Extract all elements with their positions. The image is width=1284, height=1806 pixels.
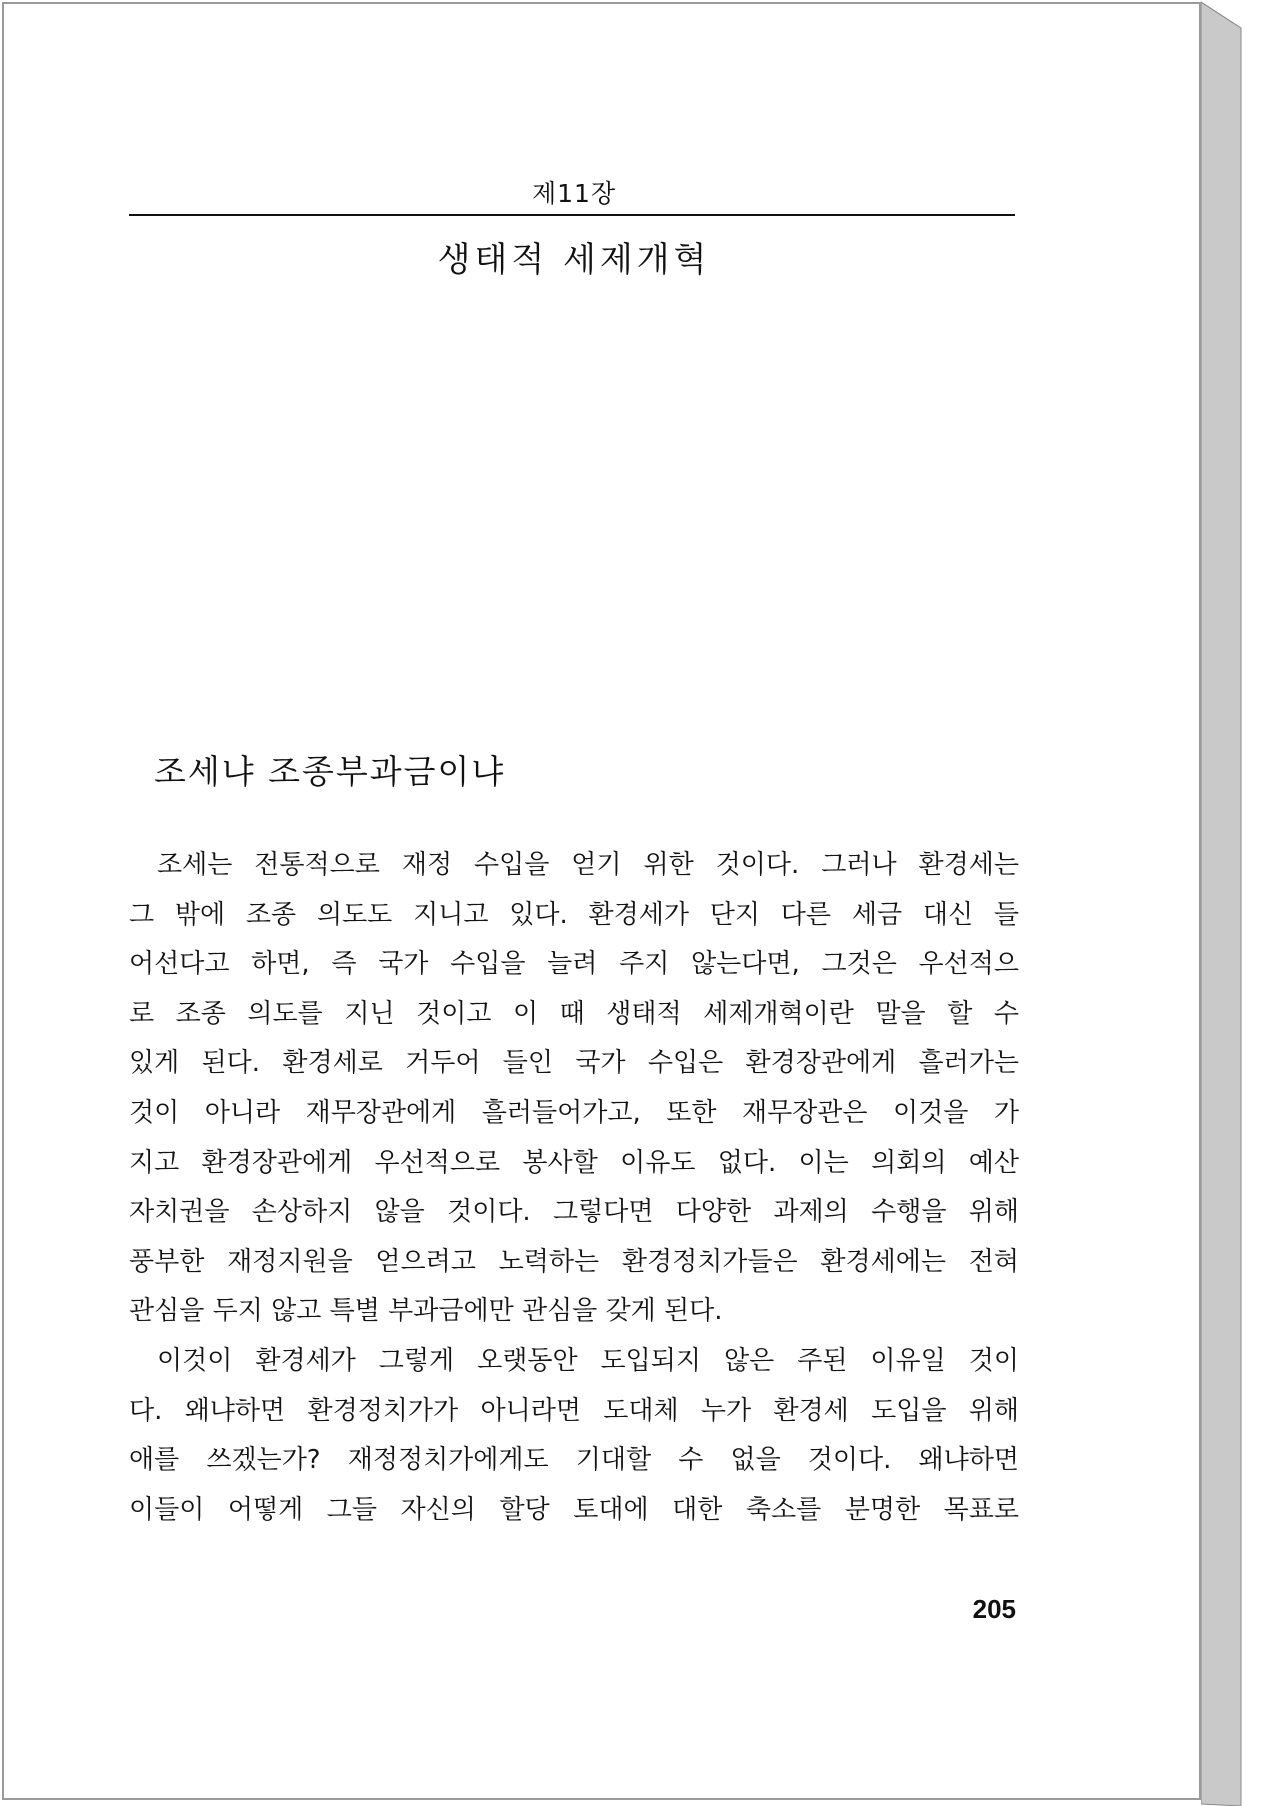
text-line: 있게 된다. 환경세로 거두어 들인 국가 수입은 환경장관에게 흘러가는 — [129, 1048, 1019, 1079]
text-line: 다. 왜냐하면 환경정치가가 아니라면 도대체 누가 환경세 도입을 위해 — [129, 1395, 1019, 1426]
text-line: 것이 아니라 재무장관에게 흘러들어가고, 또한 재무장관은 이것을 가 — [129, 1097, 1019, 1128]
text-line: 풍부한 재정지원을 얻으려고 노력하는 환경정치가들은 환경세에는 전혀 — [129, 1246, 1019, 1277]
text-line: 지고 환경장관에게 우선적으로 봉사할 이유도 없다. 이는 의회의 예산 — [129, 1147, 1019, 1178]
text-line: 로 조종 의도를 지닌 것이고 이 때 생태적 세제개혁이란 말을 할 수 — [129, 998, 1019, 1029]
text-line: 이것이 환경세가 그렇게 오랫동안 도입되지 않은 주된 이유일 것이 — [157, 1345, 1019, 1376]
header-rule — [129, 214, 1015, 216]
text-line: 조세는 전통적으로 재정 수입을 얻기 위한 것이다. 그러나 환경세는 — [157, 850, 1019, 880]
text-line: 관심을 두지 않고 특별 부과금에만 관심을 갖게 된다. — [129, 1296, 723, 1327]
page-number: 205 — [972, 1594, 1016, 1624]
text-line: 이들이 어떻게 그들 자신의 할당 토대에 대한 축소를 분명한 목표로 — [129, 1494, 1019, 1525]
book-page — [2, 2, 1201, 1800]
text-line: 애를 쓰겠는가? 재정정치가에게도 기대할 수 없을 것이다. 왜냐하면 — [129, 1445, 1019, 1476]
text-line: 그 밖에 조종 의도도 지니고 있다. 환경세가 단지 다른 세금 대신 들 — [129, 899, 1019, 930]
running-head: 제11장 — [531, 179, 617, 208]
body-text — [129, 841, 1019, 1535]
chapter-title: 생태적 세제개혁 — [437, 240, 711, 280]
text-line: 어선다고 하면, 즉 국가 수입을 늘려 주지 않는다면, 그것은 우선적으 — [129, 949, 1019, 980]
text-line: 자치권을 손상하지 않을 것이다. 그렇다면 다양한 과제의 수행을 위해 — [129, 1197, 1019, 1228]
section-heading: 조세냐 조종부과금이냐 — [154, 752, 506, 791]
